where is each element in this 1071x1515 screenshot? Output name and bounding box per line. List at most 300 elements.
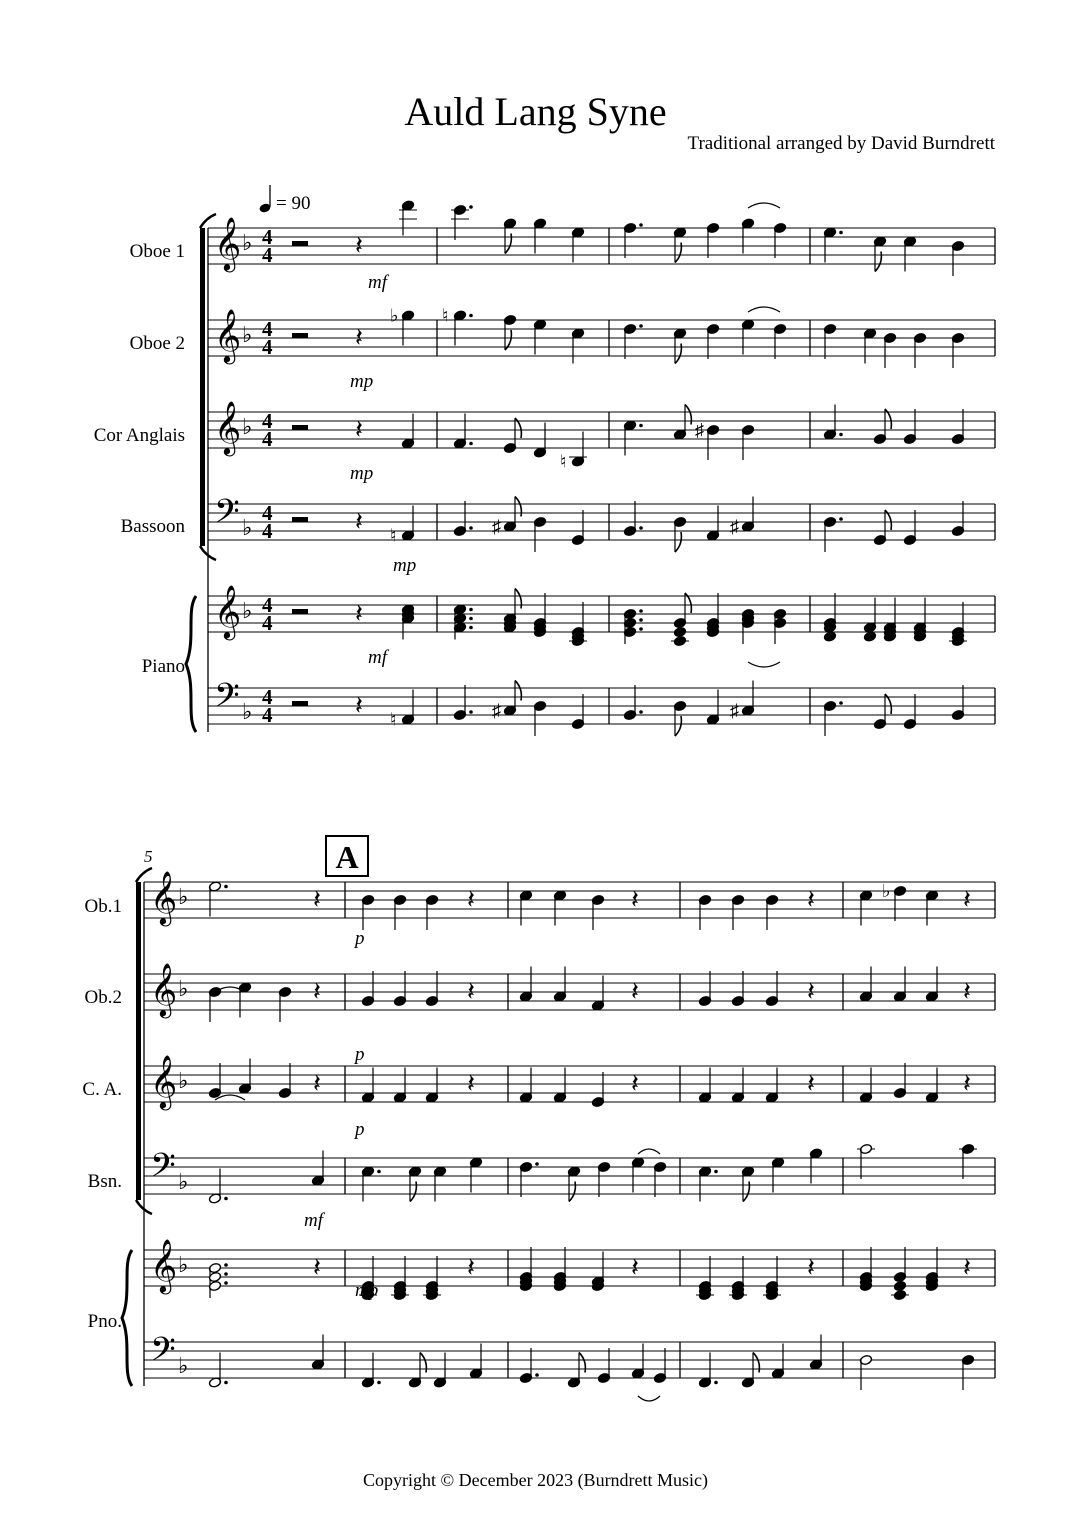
quarter-rest: 𝄽: [467, 977, 475, 1006]
system-1-staves: [208, 200, 995, 736]
time-signature-numerator: 4: [262, 685, 273, 709]
note: [863, 631, 876, 642]
time-signature-denominator: 4: [262, 519, 273, 543]
note: [951, 501, 964, 537]
note: [408, 1166, 421, 1202]
note: [591, 894, 604, 930]
note: [673, 227, 686, 263]
note: [653, 1348, 666, 1384]
note: [653, 1161, 666, 1197]
time-signature-denominator: 4: [262, 611, 273, 635]
accidental: ♯: [695, 420, 704, 440]
notehead: [823, 631, 836, 642]
note: [311, 1335, 324, 1371]
key-signature-flat: ♭: [242, 230, 253, 255]
note: [859, 967, 872, 1003]
augmentation-dot: [639, 609, 643, 613]
note: [597, 1161, 610, 1197]
note: [763, 1289, 781, 1300]
note: [731, 1068, 744, 1104]
piano-brace: [186, 596, 196, 732]
note: [765, 1068, 778, 1104]
note: [771, 1344, 784, 1380]
piano-brace: [122, 1250, 132, 1386]
dynamic-mf: mf: [368, 647, 387, 668]
note: [401, 414, 414, 450]
note: [519, 890, 532, 926]
score-title: Auld Lang Syne: [404, 89, 667, 134]
note: [553, 967, 566, 1003]
key-signature-flat: ♭: [178, 1169, 189, 1194]
note: [533, 700, 546, 736]
treble-clef: 𝄞: [214, 218, 242, 269]
treble-clef: 𝄞: [150, 1240, 178, 1291]
dynamic-p: p: [355, 1044, 365, 1065]
instrument-name-oboe1: Oboe 1: [129, 241, 185, 262]
note: [809, 1148, 822, 1184]
slur: [748, 203, 780, 208]
staff-piano-lh: [208, 677, 995, 736]
augmentation-dot: [224, 1272, 228, 1276]
treble-clef: 𝄞: [214, 586, 242, 637]
instrument-name-oboe2: Oboe 2: [129, 333, 185, 354]
note: [961, 1354, 974, 1390]
quarter-rest: 𝄽: [467, 885, 475, 914]
notehead: [893, 1280, 906, 1291]
accidental: ♮: [442, 305, 449, 326]
note: [765, 894, 778, 930]
time-signature-denominator: 4: [262, 243, 273, 267]
slur: [748, 307, 780, 312]
note: [903, 510, 916, 546]
time-signature-denominator: 4: [262, 335, 273, 359]
quarter-rest: 𝄽: [355, 507, 363, 536]
half-rest: [292, 333, 308, 338]
treble-clef: 𝄞: [214, 310, 242, 361]
bass-clef: 𝄢: [214, 677, 240, 722]
dynamic-mp: mp: [350, 463, 374, 484]
note: [553, 1068, 566, 1104]
note: [882, 881, 907, 921]
augmentation-dot: [224, 1281, 228, 1285]
quarter-rest: 𝄽: [467, 1253, 475, 1282]
quarter-rest: 𝄽: [355, 231, 363, 260]
quarter-rest: 𝄽: [313, 885, 321, 914]
note: [773, 323, 786, 359]
note: [238, 982, 251, 1018]
note: [857, 1143, 875, 1179]
accidental: ♮: [390, 709, 397, 730]
staff-oboe2: [208, 306, 995, 369]
treble-clef: 𝄞: [150, 872, 178, 923]
key-signature-flat: ♭: [178, 884, 189, 909]
note: [208, 1063, 221, 1099]
note: [569, 635, 587, 646]
note: [361, 1068, 374, 1104]
key-signature-flat: ♭: [242, 322, 253, 347]
notehead: [893, 1289, 906, 1300]
accidental: ♮: [390, 525, 397, 546]
note: [423, 1289, 441, 1300]
note: [533, 423, 546, 459]
augmentation-dot: [639, 618, 643, 622]
slur: [638, 1396, 660, 1401]
augmentation-dot: [839, 701, 843, 705]
augmentation-dot: [839, 433, 843, 437]
note: [361, 1166, 380, 1202]
key-signature-flat: ♭: [242, 598, 253, 623]
staff-cor-anglais: [144, 1055, 995, 1110]
quarter-rest: 𝄽: [631, 1253, 639, 1282]
note: [741, 1353, 759, 1389]
augmentation-dot: [377, 1381, 381, 1385]
augmentation-dot: [224, 1381, 228, 1385]
note: [863, 598, 876, 634]
note: [311, 1151, 324, 1187]
note: [698, 1068, 711, 1104]
dynamic-mp: mp: [393, 555, 417, 576]
staff-piano-rh: [208, 585, 995, 667]
note: [893, 1063, 906, 1099]
note: [673, 328, 686, 364]
note: [951, 332, 964, 368]
augmentation-dot: [535, 1373, 539, 1377]
augmentation-dot: [469, 205, 473, 209]
note: [891, 1289, 909, 1300]
augmentation-dot: [224, 885, 228, 889]
accidental: ♭: [882, 881, 891, 901]
note: [671, 635, 689, 646]
note: [823, 323, 836, 359]
augmentation-dot: [377, 1170, 381, 1174]
dynamic-mp: mp: [350, 371, 374, 392]
note: [425, 894, 438, 930]
note: [731, 894, 744, 930]
note: [519, 1068, 532, 1104]
quarter-rest: 𝄽: [313, 1069, 321, 1098]
augmentation-dot: [469, 710, 473, 714]
treble-clef: 𝄞: [150, 964, 178, 1015]
tempo-marking: [258, 185, 310, 214]
note: [361, 1353, 380, 1389]
quarter-rest: 𝄽: [313, 977, 321, 1006]
note: [408, 1353, 426, 1389]
note: [741, 319, 754, 355]
augmentation-dot: [469, 608, 473, 612]
augmentation-dot: [535, 1162, 539, 1166]
instrument-name-cor-anglais: Cor Anglais: [93, 425, 185, 446]
note: [925, 967, 938, 1003]
augmentation-dot: [639, 526, 643, 530]
accidental: ♯: [492, 516, 501, 537]
instrument-short-cor-anglais: C. A.: [82, 1079, 122, 1100]
notehead: [863, 631, 876, 642]
note: [706, 690, 719, 726]
note: [729, 1289, 747, 1300]
accidental: ♭: [390, 305, 399, 326]
quarter-rest: 𝄽: [963, 885, 971, 914]
staff-bassoon: [144, 1143, 995, 1204]
quarter-rest: 𝄽: [963, 1253, 971, 1282]
note: [453, 414, 472, 450]
note: [673, 626, 686, 637]
staff-oboe1: [144, 871, 995, 930]
note: [951, 240, 964, 276]
note: [278, 986, 291, 1022]
note: [393, 894, 406, 930]
flag: [675, 716, 681, 736]
note: [913, 332, 926, 368]
note: [503, 314, 516, 350]
note: [393, 971, 406, 1007]
note: [823, 631, 836, 642]
note: [859, 890, 872, 926]
time-signature-denominator: 4: [262, 703, 273, 727]
dynamic-p: p: [355, 928, 365, 949]
note: [695, 420, 720, 460]
note: [390, 306, 415, 346]
slur: [215, 1095, 245, 1100]
bass-clef: 𝄢: [150, 1331, 176, 1376]
note: [863, 328, 876, 364]
time-signature-numerator: 4: [262, 317, 273, 341]
note: [469, 1157, 482, 1193]
note: [673, 700, 686, 736]
note: [741, 1166, 754, 1202]
quarter-rest: 𝄽: [807, 977, 815, 1006]
slur: [748, 662, 780, 667]
note: [533, 516, 546, 552]
note: [208, 1169, 227, 1205]
note: [706, 222, 719, 258]
dynamic-p: p: [355, 1119, 365, 1140]
key-signature-flat: ♭: [178, 976, 189, 1001]
quarter-rest: 𝄽: [355, 691, 363, 720]
note: [425, 1068, 438, 1104]
augmentation-dot: [639, 424, 643, 428]
note: [391, 1289, 409, 1300]
note: [893, 967, 906, 1003]
time-signature-numerator: 4: [262, 593, 273, 617]
note: [925, 1068, 938, 1104]
flag: [675, 532, 681, 552]
accidental: ♯: [730, 700, 739, 721]
note: [503, 218, 516, 254]
note: [361, 894, 374, 930]
rehearsal-mark: [326, 836, 368, 876]
instrument-name-bassoon: Bassoon: [120, 516, 185, 537]
note: [533, 218, 546, 254]
half-rest: [292, 241, 308, 246]
time-signature-numerator: 4: [262, 409, 273, 433]
note: [278, 1063, 291, 1099]
quarter-rest: 𝄽: [807, 885, 815, 914]
accidental: ♮: [560, 451, 567, 472]
note: [208, 881, 227, 917]
note: [425, 971, 438, 1007]
quarter-rest: 𝄽: [467, 1069, 475, 1098]
note: [433, 1353, 446, 1389]
quarter-rest: 𝄽: [963, 1069, 971, 1098]
staff-piano-rh: [144, 1239, 995, 1301]
note: [698, 1353, 717, 1389]
note: [859, 1354, 872, 1390]
note: [823, 405, 842, 441]
treble-clef: 𝄞: [214, 402, 242, 453]
time-signature-numerator: 4: [262, 225, 273, 249]
note: [873, 236, 886, 272]
note: [571, 328, 584, 364]
note: [771, 1157, 784, 1193]
note: [903, 694, 916, 730]
note: [696, 1289, 714, 1300]
tempo-text: = 90: [276, 193, 311, 214]
quarter-rest: 𝄽: [807, 1069, 815, 1098]
note: [706, 506, 719, 542]
note: [631, 1157, 644, 1193]
time-signature-denominator: 4: [262, 427, 273, 451]
bass-clef: 𝄢: [214, 493, 240, 538]
accidental: ♯: [730, 516, 739, 537]
instrument-short-oboe1: Ob.1: [84, 896, 122, 917]
note: [731, 971, 744, 1007]
note: [399, 200, 417, 236]
note: [453, 622, 472, 633]
note: [859, 1068, 872, 1104]
note: [433, 1166, 446, 1202]
half-rest: [292, 425, 308, 430]
quarter-rest: 𝄽: [631, 1069, 639, 1098]
rehearsal-mark-label: A: [335, 839, 359, 875]
augmentation-dot: [469, 314, 473, 318]
treble-clef: 𝄞: [150, 1056, 178, 1107]
note: [623, 420, 642, 456]
augmentation-dot: [639, 324, 643, 328]
time-signature-numerator: 4: [262, 501, 273, 525]
note: [823, 227, 842, 263]
note: [765, 971, 778, 1007]
quarter-rest: 𝄽: [631, 977, 639, 1006]
half-rest: [292, 517, 308, 522]
half-rest: [292, 701, 308, 706]
note: [903, 409, 916, 445]
note: [959, 1143, 977, 1179]
instrument-short-oboe2: Ob.2: [84, 987, 122, 1008]
note: [597, 1348, 610, 1384]
augmentation-dot: [224, 1263, 228, 1267]
note: [451, 204, 473, 240]
dynamic-mf: mf: [368, 272, 387, 293]
key-signature-flat: ♭: [178, 1252, 189, 1277]
note: [442, 306, 473, 346]
dynamic-mf: mf: [304, 1210, 323, 1231]
staff-oboe1: [208, 200, 995, 276]
augmentation-dot: [839, 231, 843, 235]
augmentation-dot: [714, 1381, 718, 1385]
quarter-rest: 𝄽: [963, 977, 971, 1006]
note: [809, 1335, 822, 1371]
staff-bassoon: [208, 493, 995, 552]
note: [741, 424, 754, 460]
half-rest: [292, 609, 308, 614]
note: [453, 613, 472, 624]
note: [519, 967, 532, 1003]
accidental: ♯: [492, 700, 501, 721]
quarter-rest: 𝄽: [313, 1253, 321, 1282]
note: [698, 894, 711, 930]
composer-credit: Traditional arranged by David Burndrett: [687, 133, 995, 154]
notehead: [673, 626, 686, 637]
key-signature-flat: ♭: [242, 414, 253, 439]
augmentation-dot: [469, 442, 473, 446]
note: [571, 510, 584, 546]
note: [951, 409, 964, 445]
staff-oboe2: [144, 963, 995, 1022]
note: [673, 516, 686, 552]
augmentation-dot: [224, 1197, 228, 1201]
note: [571, 227, 584, 263]
note: [883, 332, 896, 368]
note: [698, 971, 711, 1007]
key-signature-flat: ♭: [178, 1353, 189, 1378]
note: [208, 1353, 227, 1389]
copyright-notice: Copyright © December 2023 (Burndrett Music): [362, 1470, 709, 1490]
note: [567, 1353, 585, 1389]
measure-number: 5: [144, 847, 153, 866]
note: [951, 685, 964, 721]
augmentation-dot: [469, 526, 473, 530]
note: [533, 319, 546, 355]
augmentation-dot: [714, 1170, 718, 1174]
note: [361, 971, 374, 1007]
augmentation-dot: [639, 223, 643, 227]
augmentation-dot: [639, 627, 643, 631]
note: [925, 890, 938, 926]
augmentation-dot: [839, 517, 843, 521]
key-signature-flat: ♭: [242, 515, 253, 540]
note: [553, 890, 566, 926]
quarter-rest: 𝄽: [807, 1253, 815, 1282]
quarter-rest: 𝄽: [355, 599, 363, 628]
quarter-rest: 𝄽: [355, 323, 363, 352]
notehead: [673, 635, 686, 646]
note: [238, 1059, 251, 1095]
staff-piano-lh: [144, 1331, 995, 1401]
note: [631, 1344, 644, 1380]
note: [571, 694, 584, 730]
augmentation-dot: [469, 626, 473, 630]
augmentation-dot: [469, 617, 473, 621]
augmentation-dot: [639, 710, 643, 714]
note: [706, 323, 719, 359]
note: [773, 222, 786, 258]
dynamic-mp: mp: [355, 1280, 379, 1301]
instrument-name-piano: Piano: [141, 656, 185, 677]
quarter-rest: 𝄽: [355, 415, 363, 444]
staff-cor-anglais: [208, 401, 995, 472]
instrument-short-bassoon: Bsn.: [87, 1171, 122, 1192]
note: [591, 976, 604, 1012]
note: [698, 1166, 717, 1202]
note: [673, 405, 691, 441]
system-2-staves: [144, 871, 995, 1401]
note: [903, 236, 916, 272]
note: [560, 432, 587, 472]
bass-clef: 𝄢: [150, 1147, 176, 1192]
quarter-rest: 𝄽: [631, 885, 639, 914]
note: [393, 1068, 406, 1104]
note: [893, 1247, 906, 1283]
